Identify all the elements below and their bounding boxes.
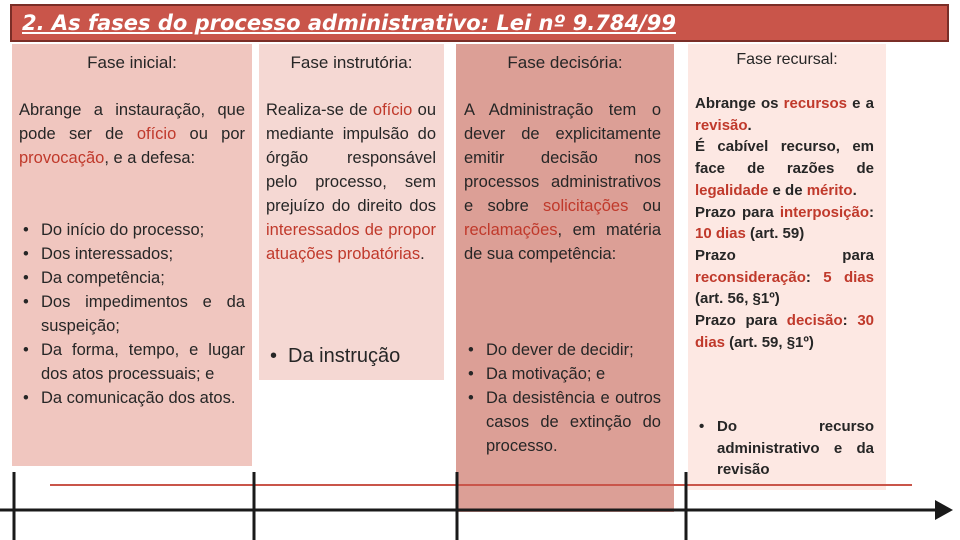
highlight-merito: mérito (806, 181, 853, 199)
highlight-oficio: ofício (372, 101, 413, 119)
phase-instruction-list (266, 344, 436, 368)
text-segment: Realiza-se de (266, 101, 373, 119)
text-segment: : (842, 312, 858, 330)
phase-initial-list (19, 218, 245, 410)
timeline-red-line (50, 484, 912, 486)
highlight-recursos: recursos (783, 95, 848, 112)
text-segment: (art. 59) (745, 225, 805, 243)
text-segment: Prazo para (695, 246, 874, 264)
text-segment: : (805, 268, 824, 286)
phase-appeal-list (695, 416, 874, 481)
phase-decision-column (456, 44, 674, 512)
text-segment: . (420, 245, 425, 263)
text-segment: ou por (176, 125, 246, 143)
highlight-decisao: decisão (786, 312, 843, 330)
highlight-oficio: ofício (136, 125, 177, 143)
list-item: • Do início do processo; (19, 218, 245, 242)
highlight-30-dias: 30 dias (695, 312, 874, 351)
highlight-solicitacoes: solicitações (543, 197, 629, 215)
phase-appeal-description (695, 93, 874, 353)
highlight-5-dias: 5 dias (823, 268, 874, 286)
text-segment: Prazo para (695, 203, 780, 221)
text-segment: : (869, 203, 874, 221)
phase-decision-header: Fase decisória: (507, 53, 623, 72)
text-segment: , em matéria de sua competência: (464, 221, 661, 263)
highlight-10-dias: 10 dias (695, 225, 746, 243)
list-item: • Da comunicação dos atos. (19, 386, 245, 410)
text-segment: ou mediante impulsão do órgão responsável pelo processo, sem prejuízo do direito dos (266, 101, 436, 215)
phase-appeal-column (688, 44, 886, 490)
title-bar (10, 4, 949, 42)
phase-instruction-description (266, 98, 436, 266)
list-item: • Da desistência e outros casos de extinção do processo. (464, 386, 661, 458)
list-item: • Dos impedimentos e da suspeição; (19, 290, 245, 338)
highlight-revisao: revisão (695, 116, 748, 134)
text-segment: A Administração tem o dever de explicitamente emitir decisão nos processos administrativos e sobre (464, 101, 661, 215)
highlight-interessados: interessados de propor atuações probatórias (266, 221, 436, 263)
phase-instruction-header: Fase instrutória: (290, 53, 413, 72)
text-segment: (art. 59, §1º) (725, 333, 814, 351)
text-segment: É cabível recurso, em face de razões de (695, 138, 874, 178)
text-segment: ou (628, 197, 661, 215)
text-segment: (art. 56, §1º) (695, 290, 780, 308)
text-segment: . (747, 116, 752, 134)
phase-decision-list (464, 338, 661, 458)
timeline-arrowhead-icon (935, 500, 953, 520)
text-segment: Prazo para (695, 312, 787, 330)
highlight-legalidade: legalidade (695, 181, 769, 199)
list-item: • Da instrução (266, 344, 436, 368)
text-segment: Abrange os (695, 95, 784, 112)
highlight-reconsideracao: reconsideração (695, 268, 806, 286)
list-item: • Do dever de decidir; (464, 338, 661, 362)
phase-instruction-column (259, 44, 444, 380)
highlight-interposicao: interposição (779, 203, 869, 221)
list-item: • Dos interessados; (19, 242, 245, 266)
list-item: • Da competência; (19, 266, 245, 290)
phase-initial-column (12, 44, 252, 466)
page-title: 2. As fases do processo administrativo: Lei nº 9.784/99 (22, 11, 676, 35)
phase-initial-description (19, 98, 245, 170)
phase-decision-description (464, 98, 661, 266)
text-segment: e de (768, 181, 807, 199)
text-segment: Abrange a instauração, que pode ser de (19, 101, 245, 143)
text-segment: , e a defesa: (104, 149, 196, 167)
highlight-provocacao: provocação (19, 149, 105, 167)
list-item: • Da forma, tempo, e lugar dos atos processuais; e (19, 338, 245, 386)
highlight-reclamacoes: reclamações (464, 221, 558, 239)
text-segment: . (852, 181, 857, 199)
phase-appeal-header: Fase recursal: (736, 51, 838, 68)
list-item: • Do recurso administrativo e da revisão (695, 416, 874, 481)
text-segment: e a (847, 95, 874, 112)
phase-initial-header: Fase inicial: (87, 53, 177, 72)
list-item: • Da motivação; e (464, 362, 661, 386)
